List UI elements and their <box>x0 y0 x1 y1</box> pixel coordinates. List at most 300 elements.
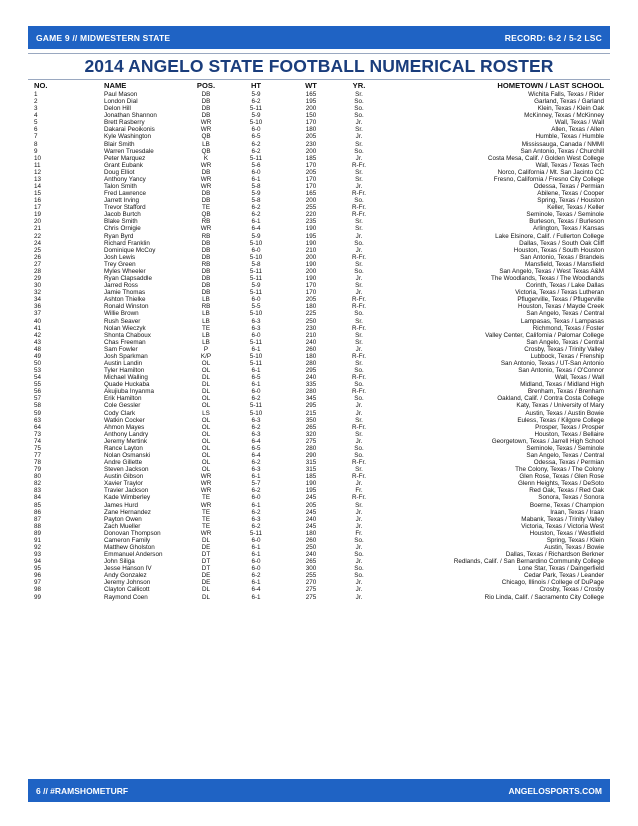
player-hometown: Wall, Texas / Texas Tech <box>535 161 604 169</box>
player-weight: 290 <box>305 451 317 459</box>
player-height: 5-9 <box>251 91 261 98</box>
player-weight: 250 <box>305 317 317 325</box>
player-weight: 260 <box>305 345 317 353</box>
player-position: WR <box>200 487 212 495</box>
player-number: 78 <box>34 459 42 467</box>
player-hometown: Houston, Texas / South Houston <box>513 246 604 254</box>
player-position: LB <box>202 331 210 339</box>
player-height: 6-0 <box>251 494 261 502</box>
player-year: Sr. <box>355 282 363 290</box>
player-number: 57 <box>34 395 42 403</box>
player-weight: 210 <box>305 246 317 254</box>
player-name: Jesse Hanson IV <box>104 565 152 573</box>
table-row <box>34 218 604 225</box>
table-row <box>34 487 604 494</box>
player-hometown: Katy, Texas / University of Mary <box>516 402 604 410</box>
table-row <box>34 310 604 317</box>
player-hometown: San Antonio, Texas / UT-San Antonio <box>500 359 604 367</box>
player-name: Josh Lewis <box>104 253 136 261</box>
player-weight: 205 <box>305 296 317 304</box>
player-year: Jr. <box>355 409 363 417</box>
player-height: 5-11 <box>249 289 263 297</box>
page-title: 2014 ANGELO STATE FOOTBALL NUMERICAL ROSTER <box>84 56 554 76</box>
table-row <box>34 388 604 395</box>
player-year: So. <box>354 451 364 459</box>
table-row <box>34 579 604 586</box>
player-year: Sr. <box>355 338 363 346</box>
table-row <box>34 410 604 417</box>
player-number: 4 <box>34 112 38 120</box>
player-weight: 185 <box>305 154 317 162</box>
player-name: Tyler Hamilton <box>104 367 145 375</box>
player-position: OL <box>201 437 211 445</box>
player-position: DT <box>201 558 211 566</box>
player-height: 5-9 <box>251 282 261 290</box>
bottom-bar <box>28 779 610 802</box>
player-weight: 190 <box>305 480 317 488</box>
player-weight: 195 <box>305 487 317 495</box>
player-height: 5-11 <box>249 402 263 410</box>
player-number: 13 <box>34 175 42 183</box>
player-weight: 240 <box>305 515 317 523</box>
player-number: 98 <box>34 586 42 594</box>
table-row <box>34 119 604 126</box>
player-hometown: Sonora, Texas / Sonora <box>538 494 604 502</box>
top-bar <box>28 26 610 49</box>
player-position: DB <box>201 112 211 120</box>
player-year: So. <box>354 381 364 389</box>
player-number: 95 <box>34 565 42 573</box>
player-year: Jr. <box>355 508 363 516</box>
player-weight: 200 <box>305 253 317 261</box>
player-position: OL <box>201 430 211 438</box>
player-height: 6-4 <box>251 225 261 233</box>
player-number: 55 <box>34 381 42 389</box>
player-number: 15 <box>34 190 42 198</box>
player-year: So. <box>354 565 364 573</box>
player-year: So. <box>354 551 364 559</box>
player-year: Jr. <box>355 154 363 162</box>
player-weight: 265 <box>305 558 317 566</box>
player-height: 6-3 <box>251 466 261 474</box>
player-weight: 235 <box>305 218 317 226</box>
player-height: 6-1 <box>251 367 261 375</box>
player-position: TE <box>201 324 211 332</box>
player-weight: 240 <box>305 338 317 346</box>
player-position: K <box>203 154 209 162</box>
player-number: 86 <box>34 508 42 516</box>
player-number: 94 <box>34 558 42 566</box>
player-number: 10 <box>34 154 42 162</box>
player-number: 37 <box>34 310 42 318</box>
player-weight: 255 <box>305 204 317 212</box>
player-name: Chas Freeman <box>104 338 146 346</box>
player-year: Jr. <box>355 544 363 551</box>
player-hometown: Houston, Texas / Bellaire <box>534 430 604 438</box>
player-position: RB <box>201 303 211 311</box>
player-height: 6-2 <box>251 487 261 495</box>
player-hometown: Rio Linda, Calif. / Sacramento City College <box>484 593 604 601</box>
player-number: 8 <box>34 140 38 148</box>
table-row <box>34 282 604 289</box>
roster-table <box>34 91 604 601</box>
player-hometown: Prosper, Texas / Prosper <box>535 423 604 431</box>
player-hometown: Crosby, Texas / Trinity Valley <box>524 345 604 353</box>
player-number: 49 <box>34 352 42 360</box>
table-row <box>34 162 604 169</box>
player-weight: 275 <box>305 586 317 594</box>
player-hometown: Houston, Texas / Westfield <box>529 529 604 537</box>
player-name: Dominique McCoy <box>104 246 156 254</box>
player-position: DB <box>201 239 211 247</box>
player-number: 83 <box>34 487 42 495</box>
player-name: Jarred Ross <box>104 282 138 290</box>
player-position: QB <box>201 133 211 141</box>
player-height: 6-2 <box>251 204 261 212</box>
player-height: 5-10 <box>249 253 263 261</box>
player-hometown: Georgetown, Texas / Jarrell High School <box>491 437 604 445</box>
table-row <box>34 303 604 310</box>
player-hometown: Austin, Texas / Austin Bowie <box>525 409 604 417</box>
player-number: 85 <box>34 501 42 509</box>
player-height: 6-0 <box>251 296 261 304</box>
player-year: R-Fr. <box>352 473 366 481</box>
player-weight: 240 <box>305 551 317 559</box>
player-height: 6-1 <box>251 473 261 481</box>
player-position: LB <box>202 310 210 318</box>
player-number: 14 <box>34 183 42 191</box>
title-rule-bottom <box>28 79 610 80</box>
player-number: 93 <box>34 551 42 559</box>
player-height: 5-6 <box>251 161 261 169</box>
player-year: Fr. <box>355 529 363 537</box>
player-height: 6-1 <box>251 218 261 226</box>
player-weight: 260 <box>305 536 317 544</box>
player-name: Jonathan Shannon <box>104 112 157 120</box>
player-name: Erik Hamilton <box>104 395 142 403</box>
player-name: Donovan Thompson <box>104 529 161 537</box>
player-height: 6-2 <box>251 508 261 516</box>
player-number: 58 <box>34 402 42 410</box>
player-position: WR <box>200 161 212 169</box>
player-weight: 200 <box>305 147 317 155</box>
table-row <box>34 551 604 558</box>
player-position: LS <box>202 409 210 417</box>
table-row <box>34 367 604 374</box>
player-year: Jr. <box>355 593 363 601</box>
player-height: 6-2 <box>251 395 261 403</box>
player-position: WR <box>200 480 212 488</box>
player-year: Jr. <box>355 289 363 297</box>
player-hometown: Lampasas, Texas / Lampasas <box>520 317 604 325</box>
player-height: 6-1 <box>251 544 261 551</box>
player-year: So. <box>354 112 364 120</box>
player-weight: 240 <box>305 374 317 382</box>
player-year: R-Fr. <box>352 423 366 431</box>
player-hometown: Wichita Falls, Texas / Rider <box>528 91 604 98</box>
player-hometown: San Antonio, Texas / Brandeis <box>520 253 604 261</box>
player-year: R-Fr. <box>352 374 366 382</box>
player-weight: 270 <box>305 579 317 587</box>
player-year: Sr. <box>355 260 363 268</box>
table-row <box>34 565 604 572</box>
player-year: Jr. <box>355 402 363 410</box>
player-hometown: Brenham, Texas / Brenham <box>527 388 604 396</box>
player-name: London Dial <box>104 98 138 106</box>
player-name: Jeremy Johnson <box>104 579 151 587</box>
table-row <box>34 480 604 487</box>
table-row <box>34 473 604 480</box>
player-year: Sr. <box>355 218 363 226</box>
player-hometown: Corinth, Texas / Lake Dallas <box>525 282 604 290</box>
player-height: 5-5 <box>251 303 261 311</box>
player-year: Jr. <box>355 579 363 587</box>
player-height: 5-11 <box>249 267 263 275</box>
player-year: Sr. <box>355 140 363 148</box>
player-weight: 345 <box>305 395 317 403</box>
player-year: R-Fr. <box>352 190 366 198</box>
player-hometown: Spring, Texas / Houston <box>537 197 604 205</box>
player-weight: 350 <box>305 416 317 424</box>
player-position: OL <box>201 466 211 474</box>
table-row <box>34 176 604 183</box>
player-year: Sr. <box>355 501 363 509</box>
table-row <box>34 502 604 509</box>
table-row <box>34 523 604 530</box>
player-number: 42 <box>34 331 42 339</box>
player-height: 6-1 <box>251 593 261 601</box>
player-weight: 210 <box>305 331 317 339</box>
player-position: DL <box>201 593 211 601</box>
player-number: 87 <box>34 515 42 523</box>
player-number: 7 <box>34 133 38 141</box>
player-weight: 230 <box>305 324 317 332</box>
player-weight: 205 <box>305 133 317 141</box>
player-height: 6-3 <box>251 515 261 523</box>
player-weight: 170 <box>305 282 317 290</box>
player-year: R-Fr. <box>352 211 366 219</box>
table-row <box>34 452 604 459</box>
table-row <box>34 247 604 254</box>
player-number: 99 <box>34 593 42 601</box>
player-year: Jr. <box>355 133 363 141</box>
table-row <box>34 558 604 565</box>
player-position: DB <box>201 267 211 275</box>
table-row <box>34 353 604 360</box>
player-position: DB <box>201 253 211 261</box>
player-name: Steven Jackson <box>104 466 149 474</box>
player-weight: 215 <box>305 409 317 417</box>
player-weight: 295 <box>305 402 317 410</box>
player-year: Sr. <box>355 359 363 367</box>
player-hometown: Costa Mesa, Calif. / Golden West College <box>487 154 604 162</box>
player-position: OL <box>201 459 211 467</box>
player-number: 59 <box>34 409 42 417</box>
player-position: DL <box>201 536 211 544</box>
player-weight: 265 <box>305 423 317 431</box>
player-position: WR <box>200 529 212 537</box>
player-hometown: Glen Rose, Texas / Glen Rose <box>519 473 604 481</box>
player-hometown: Crosby, Texas / Crosby <box>539 586 604 594</box>
player-hometown: Klein, Texas / Klein Oak <box>537 105 604 113</box>
player-name: Payton Owen <box>104 515 142 523</box>
table-row <box>34 204 604 211</box>
player-height: 5-9 <box>251 112 261 120</box>
player-year: So. <box>354 239 364 247</box>
table-row <box>34 112 604 119</box>
player-weight: 180 <box>305 126 317 134</box>
table-row <box>34 346 604 353</box>
player-position: WR <box>200 175 212 183</box>
player-hometown: Dallas, Texas / Richardson Berkner <box>505 551 604 559</box>
table-row <box>34 445 604 452</box>
player-hometown: Seminole, Texas / Seminole <box>526 211 604 219</box>
player-number: 80 <box>34 473 42 481</box>
player-height: 6-0 <box>251 558 261 566</box>
table-row <box>34 572 604 579</box>
player-position: WR <box>200 225 212 233</box>
player-number: 82 <box>34 480 42 488</box>
player-number: 28 <box>34 267 42 275</box>
player-position: P <box>203 345 209 353</box>
player-position: OL <box>201 423 211 431</box>
player-name: Ryan Clapsaddle <box>104 275 152 283</box>
player-name: Paul Mason <box>104 91 138 98</box>
table-row <box>34 494 604 501</box>
table-row <box>34 240 604 247</box>
player-position: DB <box>201 98 211 106</box>
player-position: OL <box>201 416 211 424</box>
player-number: 36 <box>34 303 42 311</box>
player-name: Grant Eubank <box>104 161 143 169</box>
table-row <box>34 275 604 282</box>
player-position: LB <box>202 338 210 346</box>
player-hometown: Seminole, Texas / Seminole <box>526 444 604 452</box>
table-row <box>34 325 604 332</box>
player-hometown: San Angelo, Texas / Central <box>526 338 604 346</box>
player-name: Rush Seaver <box>104 317 141 325</box>
player-height: 6-1 <box>251 381 261 389</box>
player-name: Chris Ornigie <box>104 225 141 233</box>
header-pos: POS. <box>196 81 216 90</box>
player-position: DB <box>201 190 211 198</box>
player-name: Ashton Thielke <box>104 296 146 304</box>
player-hometown: Allen, Texas / Allen <box>551 126 604 134</box>
player-position: TE <box>201 494 211 502</box>
table-row <box>34 417 604 424</box>
player-weight: 170 <box>305 289 317 297</box>
player-year: Sr. <box>355 430 363 438</box>
player-number: 3 <box>34 105 38 113</box>
player-name: Raymond Coen <box>104 593 148 601</box>
player-hometown: Austin, Texas / Bowie <box>544 544 604 551</box>
player-position: OL <box>201 367 211 375</box>
player-weight: 190 <box>305 275 317 283</box>
player-number: 92 <box>34 544 42 551</box>
player-hometown: Oakland, Calif. / Contra Costa College <box>497 395 604 403</box>
title-rule-top <box>28 53 610 54</box>
player-height: 5-10 <box>249 409 263 417</box>
player-position: TE <box>201 508 211 516</box>
player-position: TE <box>201 204 211 212</box>
table-row <box>34 586 604 593</box>
player-number: 88 <box>34 522 42 530</box>
player-weight: 170 <box>305 119 317 127</box>
player-position: OL <box>201 444 211 452</box>
player-number: 53 <box>34 367 42 375</box>
table-row <box>34 155 604 162</box>
player-height: 5-7 <box>251 480 261 488</box>
player-position: RB <box>201 232 211 240</box>
table-row <box>34 381 604 388</box>
header-ht: HT <box>250 81 262 90</box>
player-hometown: Victoria, Texas / Texas Lutheran <box>515 289 604 297</box>
player-height: 6-3 <box>251 317 261 325</box>
player-year: So. <box>354 395 364 403</box>
player-hometown: Abilene, Texas / Cooper <box>537 190 604 198</box>
player-weight: 275 <box>305 593 317 601</box>
player-weight: 320 <box>305 430 317 438</box>
player-hometown: Dallas, Texas / South Oak Cliff <box>519 239 604 247</box>
player-position: DB <box>201 91 211 98</box>
player-position: K/P <box>200 352 212 360</box>
player-position: DT <box>201 565 211 573</box>
table-row <box>34 148 604 155</box>
player-hometown: The Woodlands, Texas / The Woodlands <box>491 275 604 283</box>
table-row <box>34 516 604 523</box>
player-weight: 190 <box>305 239 317 247</box>
player-name: Clayton Callicott <box>104 586 150 594</box>
header-wt: WT <box>305 81 317 90</box>
player-name: Fred Lawrence <box>104 190 146 198</box>
player-hometown: Glenn Heights, Texas / DeSoto <box>518 480 604 488</box>
player-weight: 295 <box>305 367 317 375</box>
player-hometown: Burleson, Texas / Burleson <box>529 218 604 226</box>
player-hometown: The Colony, Texas / The Colony <box>515 466 604 474</box>
player-hometown: Midland, Texas / Midland High <box>520 381 604 389</box>
player-year: Jr. <box>355 522 363 530</box>
player-position: RB <box>201 260 211 268</box>
player-year: Jr. <box>355 275 363 283</box>
player-height: 6-4 <box>251 437 261 445</box>
table-row <box>34 289 604 296</box>
player-position: DT <box>201 551 211 559</box>
table-row <box>34 537 604 544</box>
player-year: Jr. <box>355 437 363 445</box>
column-header-row <box>34 81 604 91</box>
table-row <box>34 183 604 190</box>
table-row <box>34 332 604 339</box>
player-height: 6-2 <box>251 572 261 580</box>
player-position: WR <box>200 183 212 191</box>
player-height: 5-10 <box>249 119 263 127</box>
player-name: Nolan Osmanski <box>104 451 151 459</box>
table-row <box>34 105 604 112</box>
player-number: 50 <box>34 359 42 367</box>
player-weight: 280 <box>305 359 317 367</box>
player-name: Ryan Byrd <box>104 232 134 240</box>
player-name: Josh Sparkman <box>104 352 148 360</box>
player-number: 96 <box>34 572 42 580</box>
table-row <box>34 254 604 261</box>
player-year: Jr. <box>355 232 363 240</box>
player-number: 11 <box>34 161 41 169</box>
player-position: DL <box>201 388 211 396</box>
player-hometown: Odessa, Texas / Permian <box>533 183 604 191</box>
player-number: 73 <box>34 430 42 438</box>
table-row <box>34 91 604 98</box>
player-number: 16 <box>34 197 42 205</box>
